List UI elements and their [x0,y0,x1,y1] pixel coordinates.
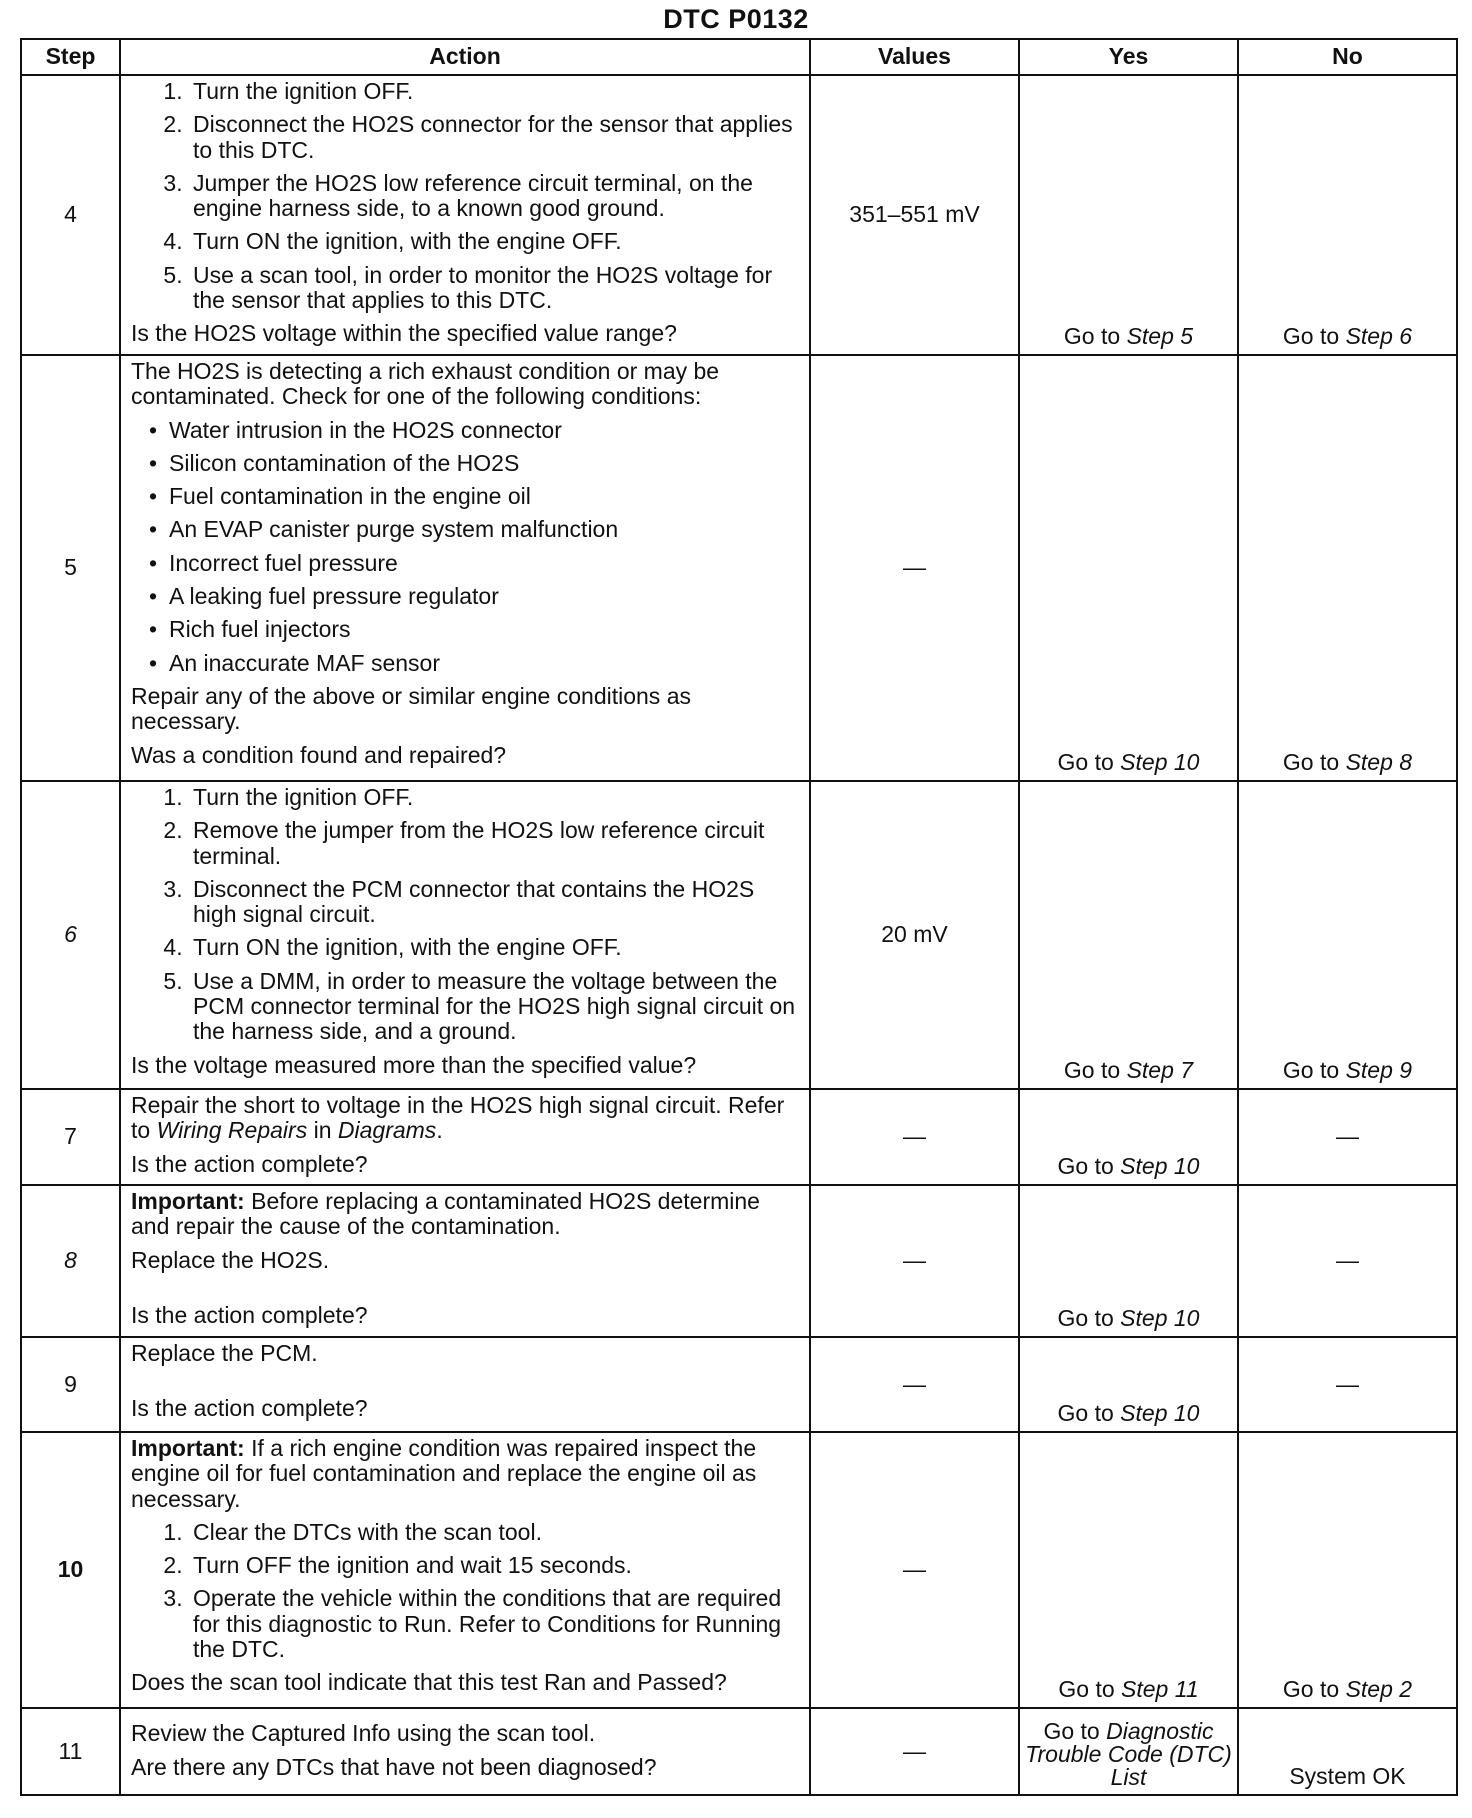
step-link[interactable]: Step 11 [1121,1675,1199,1702]
action-item: 2. Turn OFF the ignition and wait 15 seconds. [189,1553,801,1578]
action-item: 5. Use a DMM, in order to measure the voltage between the PCM connector terminal for the HO2S high signal circuit on the harness side, and a ground. [189,969,801,1045]
goto-text: Go to [1043,1718,1107,1744]
step-number: 8 [21,1185,120,1337]
action-question: Was a condition found and repaired? [131,741,507,768]
table-row [21,75,1457,355]
no-cell: — [1238,1089,1457,1185]
action-item: 3. Disconnect the PCM connector that contains the HO2S high signal circuit. [189,877,801,928]
action-text-part: in [307,1117,338,1144]
important-text: If a rich engine condition was repaired inspect the engine oil for fuel contamination and replace the engine oil as necessary. [131,1435,757,1512]
step-number: 9 [21,1337,120,1432]
yes-cell [1019,1432,1238,1708]
action-repair: Repair any of the above or similar engine conditions as necessary. [131,682,691,735]
action-cell [120,1432,810,1708]
step-number: 5 [21,355,120,781]
action-question: Is the HO2S voltage within the specified value range? [131,320,677,347]
important-note [131,1436,801,1512]
no-cell [1238,781,1457,1089]
step-link[interactable]: Step 8 [1345,748,1413,775]
action-item: 4. Turn ON the ignition, with the engine OFF. [189,935,801,960]
action-question: Is the voltage measured more than the specified value? [131,1051,697,1078]
value-cell: 351–551 mV [810,75,1019,355]
action-text: Review the Captured Info using the scan tool. [131,1720,596,1747]
yes-cell [1019,1337,1238,1432]
yes-cell [1019,75,1238,355]
diagnostic-table [20,38,1458,1796]
action-cell [120,1185,810,1337]
table-row [21,781,1457,1089]
goto-text: Go to [1057,1304,1121,1331]
action-item: 2. Disconnect the HO2S connector for the sensor that applies to this DTC. [189,112,801,163]
goto-text: Go to [1057,1152,1121,1179]
step-link[interactable]: Step 10 [1120,748,1200,775]
reference-link[interactable]: Diagnostic Trouble Code (DTC) List [1025,1718,1232,1790]
action-item: 1. Clear the DTCs with the scan tool. [189,1520,801,1545]
yes-cell [1019,781,1238,1089]
reference-link[interactable]: Wiring Repairs [156,1117,308,1144]
step-number: 10 [21,1432,120,1708]
condition-item: • An EVAP canister purge system malfunction [169,517,801,542]
goto-text: Go to [1282,748,1346,775]
no-cell [1238,1432,1457,1708]
table-row [21,1185,1457,1337]
important-label: Important: [131,1435,245,1461]
step-link[interactable]: Step 6 [1345,322,1413,349]
table-row [21,1089,1457,1185]
value-cell: — [810,1708,1019,1795]
goto-text: Go to [1057,1399,1121,1426]
action-item: 2. Remove the jumper from the HO2S low reference circuit terminal. [189,818,801,869]
no-cell [1238,75,1457,355]
step-link[interactable]: Step 10 [1120,1152,1200,1179]
table-row [21,1708,1457,1795]
action-item: 1. Turn the ignition OFF. [189,79,801,104]
header-step: Step [21,39,120,75]
action-question: Is the action complete? [131,1150,368,1177]
action-item: 3. Operate the vehicle within the conditions that are required for this diagnostic to Run. Refer to Conditions for Running the DTC. [189,1586,801,1662]
condition-item: • Water intrusion in the HO2S connector [169,418,801,443]
yes-cell [1019,1089,1238,1185]
important-label: Important: [131,1188,245,1214]
action-cell [120,781,810,1089]
action-item: 3. Jumper the HO2S low reference circuit terminal, on the engine harness side, to a known good ground. [189,171,801,222]
goto-text: Go to [1057,748,1121,775]
action-text: Replace the HO2S. [131,1246,330,1273]
yes-cell [1019,1708,1238,1795]
table-row [21,355,1457,781]
value-cell: 20 mV [810,781,1019,1089]
action-item: 5. Use a scan tool, in order to monitor the HO2S voltage for the sensor that applies to this DTC. [189,263,801,314]
action-cell [120,1708,810,1795]
step-link[interactable]: Step 10 [1120,1304,1200,1331]
action-intro: The HO2S is detecting a rich exhaust condition or may be contaminated. Check for one of the following conditions: [131,358,720,410]
header-yes: Yes [1019,39,1238,75]
goto-text: Go to [1282,322,1346,349]
action-question: Are there any DTCs that have not been diagnosed? [131,1753,657,1780]
action-text-part: . [436,1117,443,1144]
goto-text: Go to [1058,1675,1122,1702]
action-item: 1. Turn the ignition OFF. [189,785,801,810]
step-link[interactable]: Step 9 [1345,1056,1413,1083]
important-text: Before replacing a contaminated HO2S determine and repair the cause of the contamination. [131,1188,760,1240]
header-action: Action [120,39,810,75]
yes-cell [1019,355,1238,781]
header-no: No [1238,39,1457,75]
goto-text: Go to [1282,1056,1346,1083]
action-text [131,1093,801,1144]
step-number: 6 [21,781,120,1089]
condition-item: • Fuel contamination in the engine oil [169,484,801,509]
step-link[interactable]: Step 2 [1345,1675,1413,1702]
yes-cell [1019,1185,1238,1337]
action-text: Replace the PCM. [131,1340,318,1366]
action-cell [120,1089,810,1185]
step-link[interactable]: Step 7 [1126,1056,1194,1083]
step-number: 4 [21,75,120,355]
no-cell: — [1238,1337,1457,1432]
condition-item: • Incorrect fuel pressure [169,551,801,576]
table-header-row [21,39,1457,75]
action-cell [120,1337,810,1432]
action-cell [120,355,810,781]
page-title: DTC P0132 [663,4,809,34]
step-number: 11 [21,1708,120,1795]
condition-item: • A leaking fuel pressure regulator [169,584,801,609]
value-cell: — [810,355,1019,781]
table-row [21,1337,1457,1432]
action-text-part: Repair the short to voltage in the HO2S high signal circuit. Refer to [131,1092,785,1144]
value-cell: — [810,1185,1019,1337]
condition-item: • Silicon contamination of the HO2S [169,451,801,476]
step-link[interactable]: Step 10 [1120,1399,1200,1426]
value-cell: — [810,1432,1019,1708]
step-number: 7 [21,1089,120,1185]
goto-text: Go to [1063,322,1127,349]
no-cell: System OK [1238,1708,1457,1795]
action-question: Is the action complete? [131,1301,368,1328]
action-cell [120,75,810,355]
important-note [131,1189,801,1240]
value-cell: — [810,1089,1019,1185]
action-question: Does the scan tool indicate that this test Ran and Passed? [131,1669,727,1696]
condition-item: • Rich fuel injectors [169,617,801,642]
reference-link[interactable]: Diagrams [337,1117,437,1144]
condition-item: • An inaccurate MAF sensor [169,651,801,676]
goto-text: Go to [1063,1056,1127,1083]
no-cell: — [1238,1185,1457,1337]
action-question: Is the action complete? [131,1395,368,1422]
value-cell: — [810,1337,1019,1432]
step-link[interactable]: Step 5 [1126,322,1194,349]
header-values: Values [810,39,1019,75]
goto-text: Go to [1282,1675,1346,1702]
action-item: 4. Turn ON the ignition, with the engine OFF. [189,229,801,254]
no-cell [1238,355,1457,781]
table-row [21,1432,1457,1708]
